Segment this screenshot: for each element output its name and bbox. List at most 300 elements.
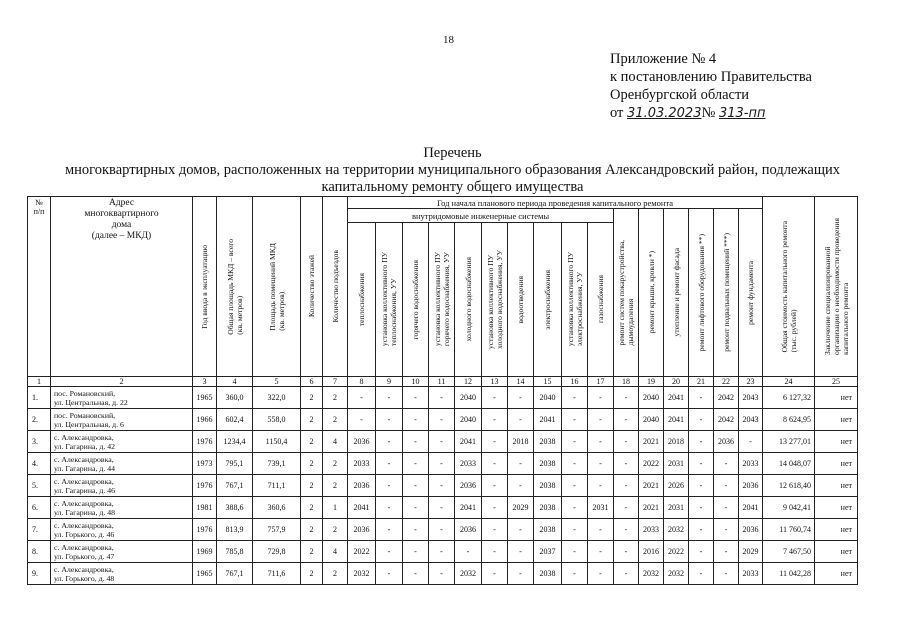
table-cell: 711,1 — [253, 475, 301, 497]
table-cell: - — [508, 519, 534, 541]
table-row — [28, 409, 858, 431]
title-line2: многоквартирных домов, расположенных на территории муниципального образования Александровский район, подлежащих — [64, 162, 840, 178]
table-cell: - — [714, 453, 739, 475]
row-index: 7. — [28, 519, 51, 541]
table-cell: - — [482, 475, 508, 497]
header-floors: Количество этажей — [301, 197, 323, 377]
table-cell: 322,0 — [253, 387, 301, 409]
table-cell: - — [714, 497, 739, 519]
table-cell: 711,6 — [253, 563, 301, 585]
table-cell: - — [714, 519, 739, 541]
header-basement: ремонт подвальных помещений ***) — [714, 209, 739, 377]
table-cell: 2040 — [455, 409, 482, 431]
table-cell: - — [614, 563, 639, 585]
table-cell: 1234,4 — [217, 431, 253, 453]
table-cell: - — [429, 541, 455, 563]
appendix-line1: Приложение № 4 — [610, 51, 717, 67]
column-number: 25 — [815, 377, 858, 387]
table-cell: 2021 — [639, 431, 664, 453]
table-cell: - — [376, 519, 403, 541]
table-cell: 2036 — [455, 475, 482, 497]
page-number: 18 — [443, 34, 454, 46]
appendix-date-line — [610, 104, 812, 123]
address-locality: с. Александровка, — [54, 498, 114, 508]
table-cell: - — [403, 541, 429, 563]
table-cell: 2037 — [534, 541, 562, 563]
header-total-area: Общая площадь МКД – всего (кв. метров) — [217, 197, 253, 377]
table-cell: - — [689, 453, 714, 475]
table-cell: - — [562, 431, 588, 453]
table-cell: - — [562, 453, 588, 475]
table-cell: - — [403, 453, 429, 475]
table-cell: - — [614, 387, 639, 409]
table-cell: 2041 — [739, 497, 763, 519]
table-cell: - — [376, 431, 403, 453]
table-cell: - — [562, 541, 588, 563]
table-cell: 1976 — [193, 431, 217, 453]
table-cell: - — [376, 475, 403, 497]
table-cell: 2 — [323, 475, 348, 497]
table-cell: 2036 — [348, 519, 376, 541]
table-cell: 2 — [301, 431, 323, 453]
table-cell: 1 — [323, 497, 348, 519]
handwritten-number: 313-пп — [718, 106, 766, 121]
table-cell: 14 048,07 — [763, 453, 815, 475]
table-cell: 2032 — [348, 563, 376, 585]
column-number: 14 — [508, 377, 534, 387]
table-cell: 2036 — [455, 519, 482, 541]
table-cell: - — [482, 387, 508, 409]
table-cell: 2043 — [739, 387, 763, 409]
column-number: 2 — [51, 377, 193, 387]
address-locality: с. Александровка, — [54, 454, 114, 464]
table-cell: 2032 — [664, 519, 689, 541]
table-cell: - — [429, 387, 455, 409]
table-row — [28, 387, 858, 409]
table-cell: - — [689, 431, 714, 453]
table-cell: - — [689, 519, 714, 541]
column-number: 16 — [562, 377, 588, 387]
date-prefix: от — [610, 105, 628, 121]
table-cell: 757,9 — [253, 519, 301, 541]
table-cell: 2036 — [739, 519, 763, 541]
row-address — [51, 519, 193, 541]
table-cell: - — [588, 387, 614, 409]
table-cell: - — [429, 475, 455, 497]
table-cell: 2029 — [739, 541, 763, 563]
header-gas: газоснабжения — [588, 223, 614, 377]
table-cell: 2 — [323, 563, 348, 585]
header-pu-hot-water: установка коллективного ПУ горячего водоснабжения, УУ — [429, 223, 455, 377]
row-address — [51, 497, 193, 519]
table-cell: - — [482, 409, 508, 431]
table-cell: 2021 — [639, 497, 664, 519]
table-cell: 2041 — [664, 409, 689, 431]
table-row — [28, 519, 858, 541]
table-cell: - — [429, 453, 455, 475]
table-cell: 2031 — [588, 497, 614, 519]
address-street: ул. Гагарина, д. 44 — [54, 463, 116, 473]
table-cell: 12 618,40 — [763, 475, 815, 497]
table-cell: 7 467,50 — [763, 541, 815, 563]
header-cold-water: холодного водоснабжения — [455, 223, 482, 377]
table-cell: 1981 — [193, 497, 217, 519]
table-cell: 2016 — [639, 541, 664, 563]
header-year-built: Год ввода в эксплуатацию — [193, 197, 217, 377]
table-cell: - — [614, 497, 639, 519]
table-cell: нет — [815, 563, 858, 585]
column-number: 10 — [403, 377, 429, 387]
column-number-row — [28, 377, 858, 387]
address-street: ул. Гагарина, д. 48 — [54, 507, 116, 517]
table-cell: 2029 — [508, 497, 534, 519]
table-cell: 2038 — [534, 563, 562, 585]
table-cell: - — [689, 475, 714, 497]
table-cell: 729,8 — [253, 541, 301, 563]
table-cell: - — [429, 519, 455, 541]
table-cell: нет — [815, 497, 858, 519]
address-street: ул. Центральная, д. 6 — [54, 419, 124, 429]
table-cell: - — [714, 541, 739, 563]
table-cell: 2 — [301, 563, 323, 585]
row-index: 6. — [28, 497, 51, 519]
table-cell: - — [614, 519, 639, 541]
table-row — [28, 563, 858, 585]
header-pu-cold-water: установка коллективного ПУ холодного водоснабжения, УУ — [482, 223, 508, 377]
table-cell: 2018 — [664, 431, 689, 453]
table-cell: 1965 — [193, 563, 217, 585]
address-street: ул. Горького, д. 47 — [54, 551, 115, 561]
table-cell: - — [689, 563, 714, 585]
table-cell: - — [429, 563, 455, 585]
table-cell: 2018 — [508, 431, 534, 453]
table-cell: 2032 — [455, 563, 482, 585]
row-address — [51, 541, 193, 563]
column-number: 8 — [348, 377, 376, 387]
table-cell: 4 — [323, 541, 348, 563]
table-cell: 2033 — [639, 519, 664, 541]
table-cell: 1965 — [193, 387, 217, 409]
table-cell: 2041 — [348, 497, 376, 519]
header-premises-area: Площадь помещений МКД (кв. метров) — [253, 197, 301, 377]
address-locality: пос. Романовский, — [54, 410, 116, 420]
table-cell: - — [614, 453, 639, 475]
table-cell: 2041 — [534, 409, 562, 431]
row-index: 4. — [28, 453, 51, 475]
table-cell: - — [508, 475, 534, 497]
row-index: 9. — [28, 563, 51, 585]
table-cell: 2031 — [664, 453, 689, 475]
table-cell: 13 277,01 — [763, 431, 815, 453]
table-cell: - — [689, 497, 714, 519]
table-cell: - — [429, 431, 455, 453]
table-cell: - — [403, 387, 429, 409]
table-cell: 2032 — [639, 563, 664, 585]
column-number: 1 — [28, 377, 51, 387]
table-cell: 2026 — [664, 475, 689, 497]
table-cell: 2042 — [714, 387, 739, 409]
table-cell: 2038 — [534, 497, 562, 519]
table-cell: 2 — [323, 387, 348, 409]
table-cell: 2033 — [739, 563, 763, 585]
table-cell: 558,0 — [253, 409, 301, 431]
table-cell: 2022 — [348, 541, 376, 563]
header-num: № п/п — [28, 197, 51, 377]
header-period-group: Год начала планового периода проведения капитального ремонта — [348, 197, 763, 209]
table-cell: 795,1 — [217, 453, 253, 475]
table-cell: нет — [815, 475, 858, 497]
header-engineering-group: внутридомовые инженерные системы — [348, 209, 614, 223]
table-cell: - — [376, 563, 403, 585]
buildings-table — [27, 196, 858, 585]
table-cell: 2038 — [534, 475, 562, 497]
address-street: ул. Гагарина, д. 46 — [54, 485, 116, 495]
column-number: 4 — [217, 377, 253, 387]
table-cell: 2040 — [639, 409, 664, 431]
address-locality: с. Александровка, — [54, 432, 114, 442]
table-cell: - — [714, 563, 739, 585]
table-cell: - — [376, 453, 403, 475]
table-cell: - — [588, 563, 614, 585]
table-cell: 2 — [301, 519, 323, 541]
table-cell: 2033 — [455, 453, 482, 475]
table-cell: 2033 — [348, 453, 376, 475]
table-cell: 360,6 — [253, 497, 301, 519]
table-cell: - — [376, 497, 403, 519]
handwritten-date: 31.03.2023 — [627, 106, 702, 121]
table-cell: - — [482, 519, 508, 541]
table-cell: - — [508, 563, 534, 585]
table-cell: 2038 — [534, 453, 562, 475]
appendix-line2: к постановлению Правительства — [610, 69, 812, 85]
table-cell: - — [403, 431, 429, 453]
table-cell: 2043 — [739, 409, 763, 431]
table-cell: 2031 — [664, 497, 689, 519]
header-sewerage: водоотведения — [508, 223, 534, 377]
table-cell: 1150,4 — [253, 431, 301, 453]
table-cell: - — [482, 541, 508, 563]
table-cell: - — [508, 409, 534, 431]
table-cell: 2 — [301, 497, 323, 519]
address-street: ул. Центральная, д. 22 — [54, 397, 128, 407]
header-facade: утепление и ремонт фасада — [664, 209, 689, 377]
table-cell: 11 760,74 — [763, 519, 815, 541]
table-cell: нет — [815, 541, 858, 563]
table-cell: - — [403, 409, 429, 431]
address-locality: с. Александровка, — [54, 542, 114, 552]
table-cell: 2040 — [639, 387, 664, 409]
table-row — [28, 475, 858, 497]
table-cell: 2 — [301, 453, 323, 475]
row-index: 2. — [28, 409, 51, 431]
table-cell: - — [376, 541, 403, 563]
header-elevator: ремонт лифтового оборудования **) — [689, 209, 714, 377]
table-cell: - — [689, 409, 714, 431]
row-address — [51, 387, 193, 409]
table-cell: 2040 — [455, 387, 482, 409]
table-cell: - — [508, 541, 534, 563]
table-cell: 2036 — [714, 431, 739, 453]
address-street: ул. Гагарина, д. 42 — [54, 441, 116, 451]
address-locality: с. Александровка, — [54, 564, 114, 574]
table-cell: 2033 — [739, 453, 763, 475]
table-cell: - — [403, 475, 429, 497]
table-cell: - — [614, 409, 639, 431]
column-number: 7 — [323, 377, 348, 387]
table-cell: 2032 — [664, 563, 689, 585]
table-cell: - — [588, 409, 614, 431]
table-cell: 1976 — [193, 475, 217, 497]
table-cell: 360,0 — [217, 387, 253, 409]
table-cell: - — [482, 431, 508, 453]
table-cell: - — [482, 563, 508, 585]
table-cell: - — [714, 475, 739, 497]
table-cell: - — [562, 409, 588, 431]
column-number: 17 — [588, 377, 614, 387]
row-index: 3. — [28, 431, 51, 453]
table-cell: 388,6 — [217, 497, 253, 519]
table-row — [28, 453, 858, 475]
table-cell: - — [562, 475, 588, 497]
table-cell: 602,4 — [217, 409, 253, 431]
table-cell: 767,1 — [217, 475, 253, 497]
column-number: 11 — [429, 377, 455, 387]
address-street: ул. Горького, д. 46 — [54, 529, 115, 539]
table-cell: - — [588, 519, 614, 541]
row-index: 8. — [28, 541, 51, 563]
table-cell: 813,9 — [217, 519, 253, 541]
column-number: 18 — [614, 377, 639, 387]
table-cell: - — [348, 387, 376, 409]
table-cell: - — [376, 387, 403, 409]
column-number: 6 — [301, 377, 323, 387]
table-cell: - — [588, 475, 614, 497]
table-cell: - — [562, 563, 588, 585]
table-cell: - — [429, 409, 455, 431]
column-number: 23 — [739, 377, 763, 387]
column-number: 24 — [763, 377, 815, 387]
table-cell: - — [562, 497, 588, 519]
appendix-block — [610, 50, 812, 123]
table-cell: - — [429, 497, 455, 519]
row-address — [51, 563, 193, 585]
number-prefix: № — [701, 105, 719, 121]
table-cell: 1976 — [193, 519, 217, 541]
table-cell: - — [588, 453, 614, 475]
table-cell: 2022 — [639, 453, 664, 475]
table-cell: 6 127,32 — [763, 387, 815, 409]
header-conclusion: Заключение специализированной организации о необходимости проведения капитального ремонта — [815, 197, 858, 377]
header-foundation: ремонт фундамента — [739, 209, 763, 377]
table-cell: 2038 — [534, 519, 562, 541]
column-number: 20 — [664, 377, 689, 387]
table-cell: 767,1 — [217, 563, 253, 585]
table-cell: - — [562, 519, 588, 541]
table-cell: - — [455, 541, 482, 563]
table-cell: 2 — [323, 453, 348, 475]
header-total-cost: Общая стоимость капитального ремонта (тыс. рублей) — [763, 197, 815, 377]
header-pu-electricity: установка коллективного ПУ электроснабжения, УУ — [562, 223, 588, 377]
row-index: 5. — [28, 475, 51, 497]
column-number: 12 — [455, 377, 482, 387]
table-cell: - — [482, 497, 508, 519]
row-address — [51, 475, 193, 497]
title-line3: капитальному ремонту общего имущества — [321, 179, 584, 195]
column-number: 5 — [253, 377, 301, 387]
table-cell: - — [376, 409, 403, 431]
table-cell: - — [614, 475, 639, 497]
table-cell: 2036 — [739, 475, 763, 497]
table-cell: 2 — [301, 387, 323, 409]
table-cell: - — [614, 431, 639, 453]
table-cell: - — [403, 563, 429, 585]
table-cell: 2042 — [714, 409, 739, 431]
header-address: Адрес многоквартирного дома (далее – МКД) — [51, 197, 193, 377]
column-number: 3 — [193, 377, 217, 387]
table-cell: 2 — [301, 475, 323, 497]
row-address — [51, 453, 193, 475]
row-address — [51, 431, 193, 453]
table-cell: нет — [815, 453, 858, 475]
table-cell: - — [689, 541, 714, 563]
table-cell: - — [403, 497, 429, 519]
table-cell: 1973 — [193, 453, 217, 475]
table-cell: 4 — [323, 431, 348, 453]
table-cell: - — [588, 541, 614, 563]
table-cell: 2041 — [455, 497, 482, 519]
table-cell: - — [482, 453, 508, 475]
table-cell: - — [588, 431, 614, 453]
appendix-line3: Оренбургской области — [610, 87, 750, 103]
column-number: 19 — [639, 377, 664, 387]
table-cell: - — [348, 409, 376, 431]
header-entrances: Количество подъездов — [323, 197, 348, 377]
table-cell: - — [739, 431, 763, 453]
table-row — [28, 541, 858, 563]
header-pu-heating: установка коллективного ПУ теплоснабжения, УУ — [376, 223, 403, 377]
table-cell: 2 — [301, 541, 323, 563]
table-cell: - — [403, 519, 429, 541]
column-number: 15 — [534, 377, 562, 387]
address-locality: с. Александровка, — [54, 520, 114, 530]
table-cell: нет — [815, 409, 858, 431]
table-cell: 739,1 — [253, 453, 301, 475]
table-cell: - — [508, 387, 534, 409]
table-cell: - — [508, 453, 534, 475]
header-electricity: электроснабжения — [534, 223, 562, 377]
table-cell: 2021 — [639, 475, 664, 497]
table-cell: нет — [815, 519, 858, 541]
row-index: 1. — [28, 387, 51, 409]
address-locality: пос. Романовский, — [54, 388, 116, 398]
table-cell: 9 042,41 — [763, 497, 815, 519]
header-hot-water: горячего водоснабжения — [403, 223, 429, 377]
table-cell: 2 — [301, 409, 323, 431]
column-number: 13 — [482, 377, 508, 387]
table-cell: 8 624,95 — [763, 409, 815, 431]
header-heating: теплоснабжения — [348, 223, 376, 377]
header-roof: ремонт крыши, кровли *) — [639, 209, 664, 377]
header-smoke: ремонт систем покарустройства, дымоудаления — [614, 209, 639, 377]
address-street: ул. Горького, д. 48 — [54, 573, 115, 583]
table-cell: 11 042,28 — [763, 563, 815, 585]
table-cell: 2036 — [348, 431, 376, 453]
table-cell: 2041 — [664, 387, 689, 409]
table-cell: 1966 — [193, 409, 217, 431]
table-cell: 2 — [323, 519, 348, 541]
table-cell: 2041 — [455, 431, 482, 453]
table-row — [28, 431, 858, 453]
